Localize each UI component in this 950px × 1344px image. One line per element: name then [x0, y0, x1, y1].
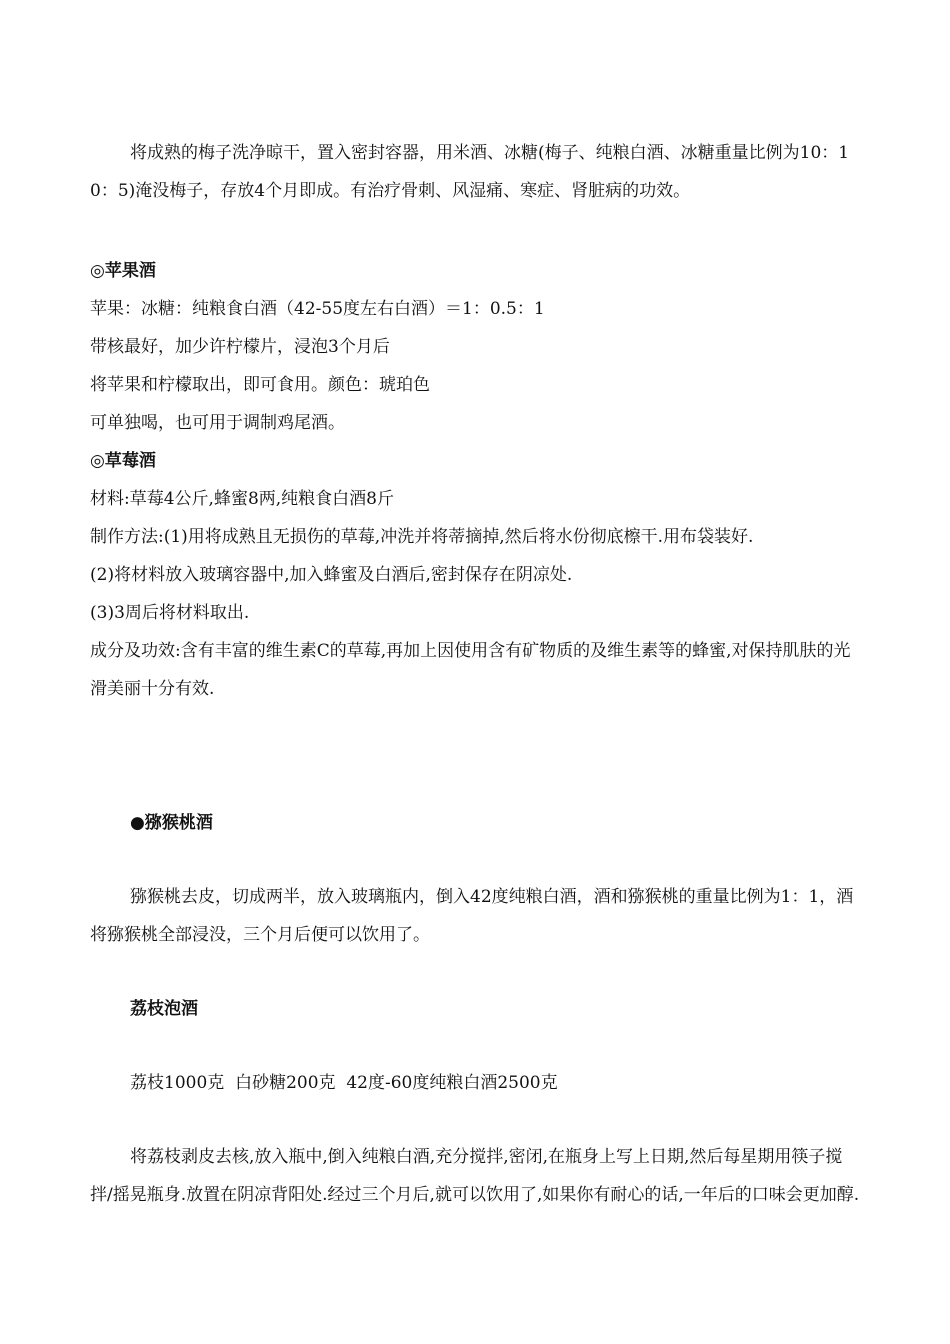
- spacer: [90, 1102, 860, 1138]
- spacer: [90, 708, 860, 804]
- strawberry-wine-line: 材料:草莓4公斤,蜂蜜8两,纯粮食白酒8斤: [90, 489, 394, 509]
- spacer: [90, 954, 860, 990]
- lychee-wine-ingredients: 荔枝1000克 白砂糖200克 42度-60度纯粮白酒2500克: [130, 1073, 558, 1093]
- spacer: [90, 842, 860, 878]
- document-page: [90, 134, 860, 1214]
- kiwi-wine-paragraph: 猕猴桃去皮，切成两半，放入玻璃瓶内，倒入42度纯粮白酒，酒和猕猴桃的重量比例为1：1，酒将猕猴桃全部浸没，三个月后便可以饮用了。: [90, 887, 854, 945]
- strawberry-wine-line: (3)3周后将材料取出.: [90, 603, 250, 623]
- lychee-wine-heading: 荔枝泡酒: [130, 999, 198, 1019]
- spacer: [90, 1028, 860, 1064]
- apple-wine-line: 苹果：冰糖：纯粮食白酒（42-55度左右白酒）＝1：0.5：1: [90, 299, 545, 319]
- kiwi-wine-heading: ●猕猴桃酒: [130, 813, 213, 833]
- strawberry-wine-line: (2)将材料放入玻璃容器中,加入蜂蜜及白酒后,密封保存在阴凉处.: [90, 565, 573, 585]
- apple-wine-heading: ◎苹果酒: [90, 261, 156, 281]
- lychee-wine-paragraph: 将荔枝剥皮去核,放入瓶中,倒入纯粮白酒,充分搅拌,密闭,在瓶身上写上日期,然后每星期用筷子搅拌/摇晃瓶身.放置在阴凉背阳处.经过三个月后,就可以饮用了,如果你有耐心的话,一年后的口味会更加醇.: [90, 1147, 860, 1205]
- apple-wine-line: 带核最好，加少许柠檬片，浸泡3个月后: [90, 337, 390, 357]
- strawberry-wine-heading: ◎草莓酒: [90, 451, 156, 471]
- apple-wine-line: 可单独喝，也可用于调制鸡尾酒。: [90, 413, 345, 433]
- strawberry-wine-line: 成分及功效:含有丰富的维生素C的草莓,再加上因使用含有矿物质的及维生素等的蜂蜜,对保持肌肤的光滑美丽十分有效.: [90, 641, 851, 699]
- plum-wine-paragraph: 将成熟的梅子洗净晾干，置入密封容器，用米酒、冰糖(梅子、纯粮白酒、冰糖重量比例为10：10：5)淹没梅子，存放4个月即成。有治疗骨刺、风湿痛、寒症、肾脏病的功效。: [90, 143, 850, 201]
- spacer: [90, 210, 860, 252]
- apple-wine-line: 将苹果和柠檬取出，即可食用。颜色：琥珀色: [90, 375, 430, 395]
- strawberry-wine-line: 制作方法:(1)用将成熟且无损伤的草莓,冲洗并将蒂摘掉,然后将水份彻底檫干.用布袋装好.: [90, 527, 754, 547]
